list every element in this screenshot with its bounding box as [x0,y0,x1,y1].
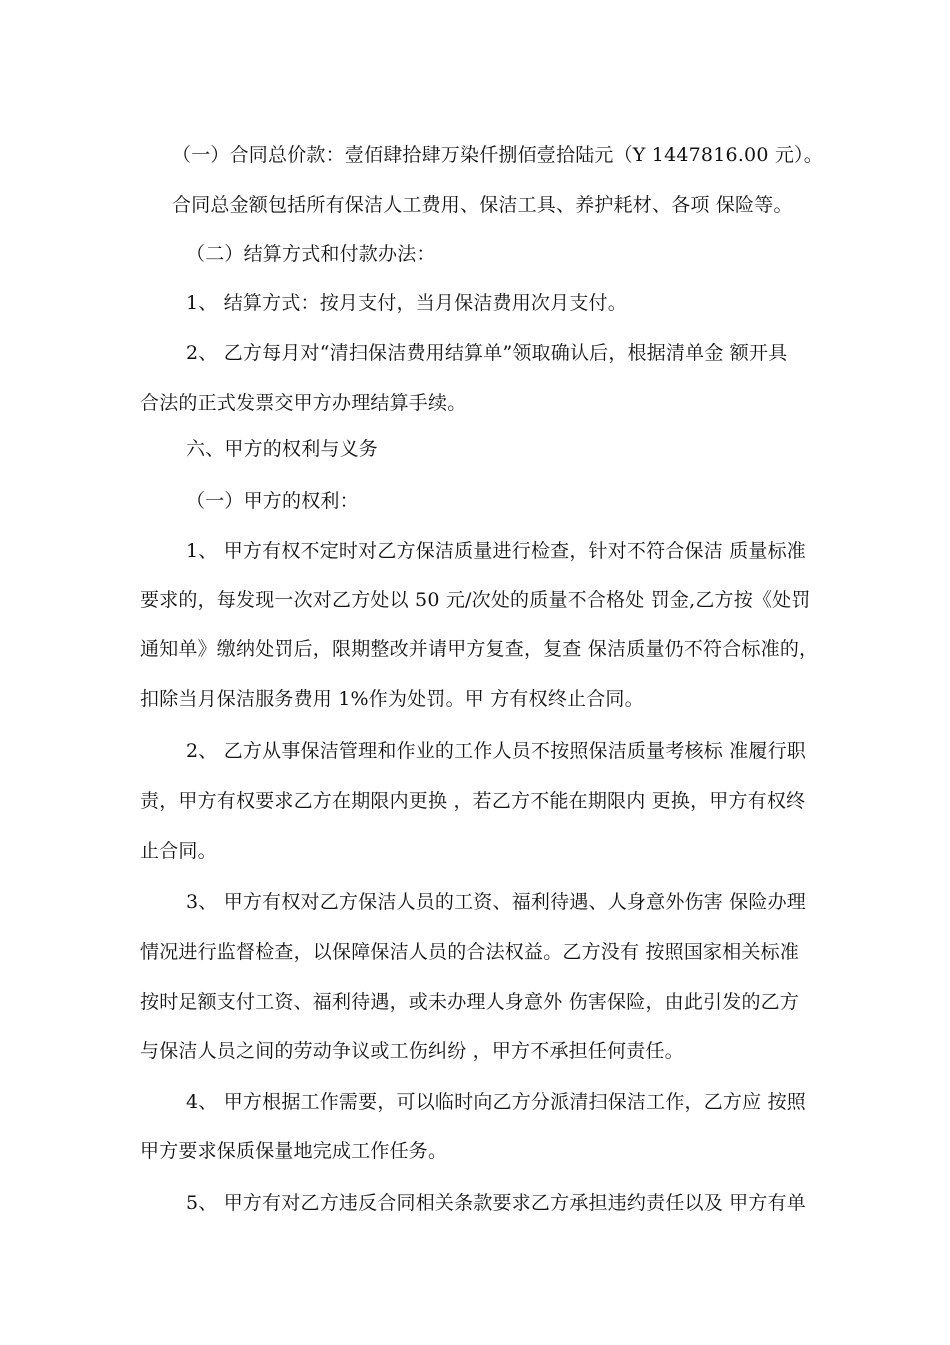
text-line-right-1-line-2: 要求的，每发现一次对乙方处以 50 元/次处的质量不合格处 罚金,乙方按《处罚 [140,589,811,611]
text-line-total-includes: 合同总金额包括所有保洁人工费用、保洁工具、养护耗材、各项 保险等。 [172,194,793,216]
text-line-right-4-line-1: 4、 甲方根据工作需要，可以临时向乙方分派清扫保洁工作，乙方应 按照 [186,1091,806,1113]
text-line-right-3-line-4: 与保洁人员之间的劳动争议或工伤纠纷 ，甲方不承担任何责任。 [140,1040,684,1062]
text-line-right-5-line-1: 5、 甲方有对乙方违反合同相关条款要求乙方承担违约责任以及 甲方有单 [186,1192,806,1214]
text-line-right-1-line-1: 1、 甲方有权不定时对乙方保洁质量进行检查，针对不符合保洁 质量标准 [186,540,806,562]
text-line-right-2-line-3: 止合同。 [140,840,217,862]
text-line-right-3-line-2: 情况进行监督检查，以保障保洁人员的合法权益。乙方没有 按照国家相关标准 [140,941,800,963]
text-line-total-price: （一）合同总价款：壹佰肆拾肆万染仟捌佰壹拾陆元（Y 1447816.00 元）。 [172,144,823,166]
text-line-right-3-line-3: 按时足额支付工资、福利待遇，或未办理人身意外 伤害保险，由此引发的乙方 [140,991,800,1013]
text-line-right-2-line-2: 责，甲方有权要求乙方在期限内更换 ，若乙方不能在期限内 更换，甲方有权终 [140,790,806,812]
text-line-right-4-line-2: 甲方要求保质保量地完成工作任务。 [140,1140,448,1162]
text-line-right-3-line-1: 3、 甲方有权对乙方保洁人员的工资、福利待遇、人身意外伤害 保险办理 [186,891,806,913]
text-line-party-a-rights-heading: （一）甲方的权利： [186,490,359,512]
text-line-invoice-2: 合法的正式发票交甲方办理结算手续。 [140,392,467,414]
text-line-settlement-heading: （二）结算方式和付款办法： [186,243,436,265]
text-line-settlement-method: 1、 结算方式：按月支付，当月保洁费用次月支付。 [186,292,627,314]
text-line-right-2-line-1: 2、 乙方从事保洁管理和作业的工作人员不按照保洁质量考核标 准履行职 [186,740,806,762]
text-line-invoice-1: 2、 乙方每月对“清扫保洁费用结算单”领取确认后，根据清单金 额开具 [186,342,788,364]
text-line-section-six-heading: 六、甲方的权利与义务 [186,438,379,460]
text-line-right-1-line-4: 扣除当月保洁服务费用 1%作为处罚。甲 方有权终止合同。 [140,688,644,710]
text-line-right-1-line-3: 通知单》缴纳处罚后，限期整改并请甲方复查，复查 保洁质量仍不符合标准的， [140,638,819,660]
